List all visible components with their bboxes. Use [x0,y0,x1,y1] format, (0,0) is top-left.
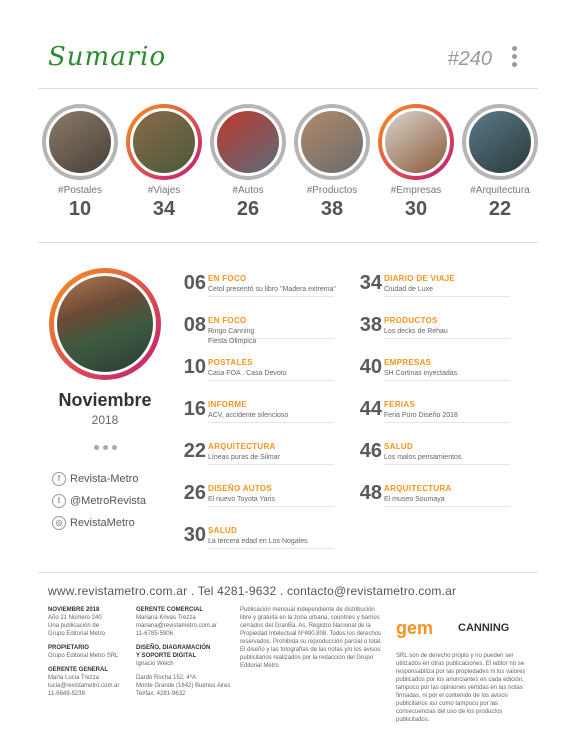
toc-section: PRODUCTOS [384,316,438,325]
legal-text-2: SRL son de derecho propio y no pueden ser utilizados en otras publicaciones. El editor no se responsabiliza por las propiedades ni los valores publicados por los anunciantes en cada edición, tampoco por las opiniones vertidas en las notas firmadas, ni por el contenido de los avisos publicitarios así como tampoco por las consecuencias del uso de los productos publicitados. [396,653,526,723]
category-label: #Autos [232,185,264,196]
toc-item[interactable] [174,440,334,482]
credit-text: Mariana Krivas Trezza mariana@revistametro.com.ar 11-6785-5906 [136,615,217,637]
contact-line: www.revistametro.com.ar . Tel 4281-9632 . contacto@revistametro.com.ar [48,584,457,598]
credit-text: María Lucia Trezza lucia@revistametro.com.ar 11-6849-5238 [48,675,120,697]
gem-logo: gem [396,618,434,638]
credit-heading: GERENTE GENERAL [48,667,109,673]
toc-title: Los decks de Rehau [384,328,448,335]
toc-underline [384,422,510,423]
social-twitter[interactable]: t @MetroRevista [52,494,182,508]
credit-block [48,666,132,698]
category-page-number: 22 [488,198,512,220]
credit-text: Dardo Rocha 152, 4ºA Monte Grande (1842) Buenos Aires Tel/fax: 4281-9632 [136,675,231,697]
toc-page-number: 34 [359,272,382,294]
category-page-number: 26 [236,198,260,220]
toc-section: EN FOCO [208,316,247,325]
website-link[interactable]: www.revistametro.com.ar [48,584,188,598]
cover-column [46,268,164,455]
phone: Tel 4281-9632 [197,584,277,598]
toc-underline [384,506,510,507]
credit-block [48,606,132,638]
category-label: #Viajes [147,185,181,196]
toc-underline [384,296,510,297]
toc-title: Feria Puro Diseño 2018 [384,412,458,419]
toc-page-number: 38 [359,314,382,336]
toc-title: SH Cortinas inyectadas [384,370,458,377]
credit-text: Ignacio Welch [136,661,174,667]
category-item[interactable] [290,104,374,221]
credit-block [136,674,232,698]
toc-item[interactable] [350,440,510,482]
category-thumbnail [210,104,286,180]
toc-column-2 [350,272,510,524]
toc-item[interactable] [350,356,510,398]
toc-underline [384,380,510,381]
toc-item[interactable] [174,482,334,524]
toc-section: EN FOCO [208,274,247,283]
toc-page-number: 10 [183,356,206,378]
facebook-icon: f [52,472,66,486]
toc-underline [384,464,510,465]
toc-item[interactable] [350,398,510,440]
credit-block [136,644,232,668]
category-label: #Productos [306,185,358,196]
toc-title: Cetol presentó su libro "Madera extrema" [208,286,336,293]
category-thumbnail [462,104,538,180]
category-label: #Arquitectura [470,185,530,196]
toc-underline [208,380,334,381]
toc-section: ARQUITECTURA [208,442,276,451]
toc-page-number: 16 [183,398,206,420]
toc-underline [208,506,334,507]
toc-title: Casa FOA . Casa Devoto [208,370,287,377]
credit-heading: NOVIEMBRE 2018 [48,607,100,613]
category-page-number: 10 [68,198,92,220]
toc-underline [208,296,334,297]
toc-item[interactable] [174,356,334,398]
toc-title: La tercera edad en Los Nogales [208,538,308,545]
footer-credits-2 [136,606,232,704]
toc-section: DISEÑO AUTOS [208,484,273,493]
toc-page-number: 40 [359,356,382,378]
toc-title: Los malos pensamientos [384,454,462,461]
divider [38,572,538,573]
year: 2018 [91,413,119,427]
toc-item[interactable] [350,314,510,356]
logo: Sumario [48,42,167,72]
issue-number: #240 [447,48,492,70]
toc-title: ACV, accidente silencioso [208,412,289,419]
toc-item[interactable] [174,272,334,314]
category-item[interactable] [122,104,206,221]
canning-logo: CANNING [458,622,510,634]
globe-icon: ◎ [52,516,66,530]
header [48,40,528,80]
social-facebook[interactable]: f Revista-Metro [52,472,182,486]
category-page-number: 30 [404,198,428,220]
toc-item[interactable] [350,482,510,524]
toc-underline [384,338,510,339]
twitter-icon: t [52,494,66,508]
toc-item[interactable] [174,524,334,566]
toc-section: DIARIO DE VIAJE [384,274,456,283]
category-label: #Postales [58,185,102,196]
category-page-number: 34 [152,198,176,220]
credit-block [48,644,132,660]
toc-item[interactable] [174,398,334,440]
toc-title: Ciudad de Luxe [384,286,434,293]
social-web[interactable]: ◎ RevistaMetro [52,516,182,530]
toc-page-number: 26 [183,482,206,504]
toc-page-number: 46 [359,440,382,462]
month: Noviembre [58,390,152,410]
toc-section: POSTALES [208,358,253,367]
category-thumbnail [126,104,202,180]
toc-title: El museo Soumaya [384,496,445,503]
cover-image[interactable] [49,268,161,380]
toc-section: EMPRESAS [384,358,432,367]
category-page-number: 38 [320,198,344,220]
toc-item[interactable] [174,314,334,356]
credit-heading: DISEÑO, DIAGRAMACIÓN Y SOPORTE DIGITAL [136,645,211,659]
toc-title: Líneas puras de Silmar [208,454,280,461]
category-item[interactable] [38,104,122,221]
toc-page-number: 44 [359,398,382,420]
toc-section: INFORME [208,400,247,409]
email-link[interactable]: contacto@revistametro.com.ar [287,584,457,598]
toc-underline [208,464,334,465]
category-thumbnail [42,104,118,180]
toc-section: ARQUITECTURA [384,484,452,493]
toc-underline [208,422,334,423]
toc-section: SALUD [208,526,238,535]
category-row [38,104,538,224]
more-menu-icon[interactable] [512,46,518,70]
toc-column-1 [174,272,334,566]
toc-title: Ringo Canning Fiesta Olimpica [208,328,257,345]
toc-underline [208,548,334,549]
toc-section: FERIAS [384,400,416,409]
toc-section: SALUD [384,442,414,451]
category-item[interactable] [374,104,458,221]
toc-page-number: 06 [183,272,206,294]
divider [38,88,538,89]
credit-text: Grupo Editorial Metro SRL [48,653,119,659]
toc-page-number: 48 [359,482,382,504]
footer-credits-1 [48,606,132,704]
category-label: #Empresas [390,185,442,196]
category-thumbnail [378,104,454,180]
credit-text: Año 21 Número 240 Una publicación de Grupo Editorial Metro [48,615,106,637]
credit-heading: GERENTE COMERCIAL [136,607,204,613]
credit-block [136,606,232,638]
dots-icon [46,437,164,455]
toc-page-number: 08 [183,314,206,336]
toc-title: El nuevo Toyota Yaris [208,496,275,503]
legal-text: Publicación mensual independiente de distribución libre y gratuita en la zona urbana, countries y barrios cerrados del GranBa. As. Registro Nacional de la Propiedad Intelectual Nº490.808. Todos los derechos reservados. Prohibida su reproducción parcial o total. El diseño y las fotografías de las notas y/o los avisos publicitarios realizados por la redacción del Grupo Editorial Metro [240,607,382,669]
category-item[interactable] [206,104,290,221]
toc-item[interactable] [350,272,510,314]
credit-heading: PROPIETARIO [48,645,89,651]
divider [38,242,538,243]
toc-page-number: 30 [183,524,206,546]
category-item[interactable] [458,104,542,221]
category-thumbnail [294,104,370,180]
toc-page-number: 22 [183,440,206,462]
